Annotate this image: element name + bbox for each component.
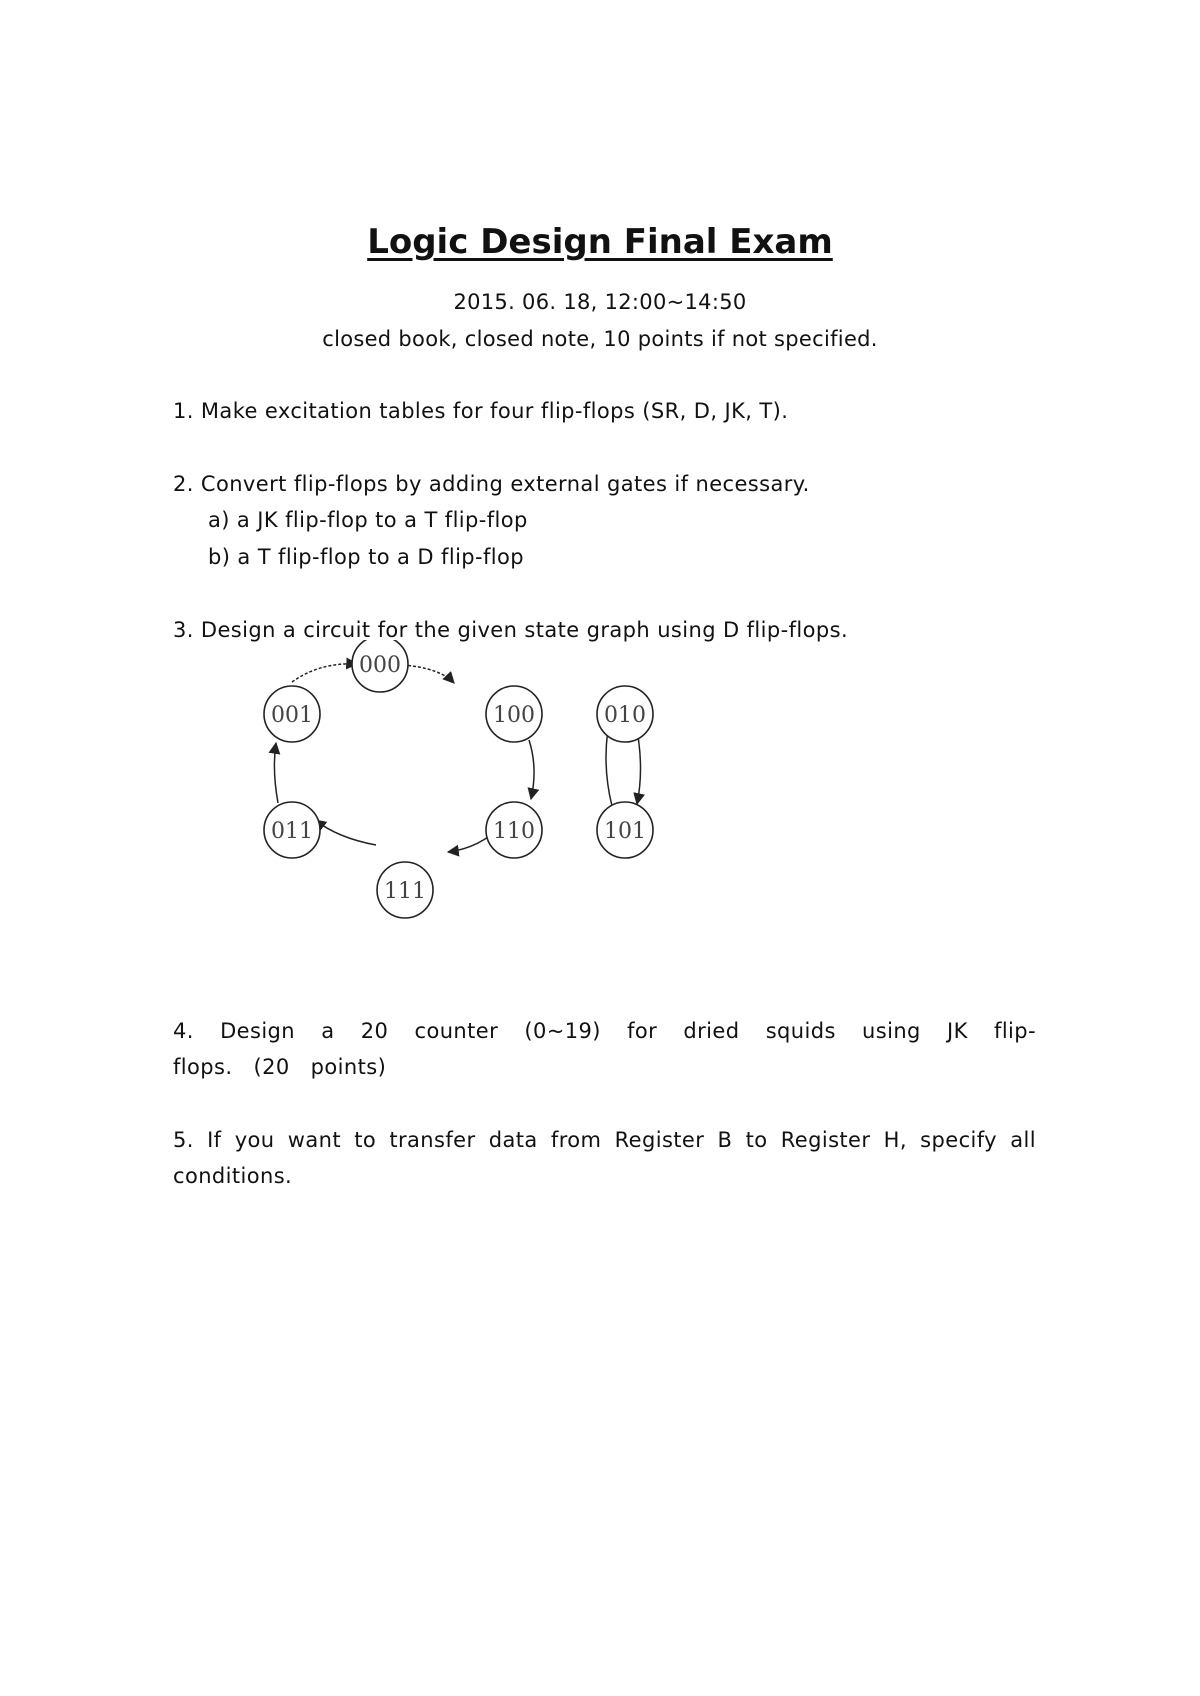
question-2a: a) a JK flip-flop to a T flip-flop xyxy=(208,508,528,532)
question-5: 5. If you want to transfer data from Register B to Register H, specify all conditions. xyxy=(173,1128,1036,1188)
state-node-110 xyxy=(486,802,542,858)
state-node-010 xyxy=(597,686,653,742)
question-4: 4. Design a 20 counter (0~19) for dried squids using JK flip-flops. (20 points) xyxy=(173,1019,1036,1079)
state-graph-diagram xyxy=(240,640,760,980)
state-label: 000 xyxy=(359,653,401,678)
edge-100-110 xyxy=(529,740,534,799)
state-label: 011 xyxy=(271,819,313,844)
state-label: 010 xyxy=(604,703,646,728)
state-label: 100 xyxy=(493,703,535,728)
exam-rules: closed book, closed note, 10 points if not specified. xyxy=(322,327,878,351)
edge-111-011 xyxy=(315,820,376,845)
state-label: 001 xyxy=(271,703,313,728)
state-node-011 xyxy=(264,802,320,858)
state-node-000 xyxy=(352,640,408,692)
question-1: 1. Make excitation tables for four flip-flops (SR, D, JK, T). xyxy=(173,399,789,423)
state-label: 111 xyxy=(384,879,426,904)
exam-title: Logic Design Final Exam xyxy=(367,222,833,262)
question-2b: b) a T flip-flop to a D flip-flop xyxy=(208,545,525,569)
state-node-001 xyxy=(264,686,320,742)
state-node-100 xyxy=(486,686,542,742)
edge-000-100 xyxy=(403,665,454,683)
state-label: 110 xyxy=(493,819,535,844)
state-label: 101 xyxy=(604,819,646,844)
state-node-101 xyxy=(597,802,653,858)
edge-001-000 xyxy=(292,664,357,682)
state-node-111 xyxy=(377,862,433,918)
question-2: 2. Convert flip-flops by adding external gates if necessary. xyxy=(173,472,810,496)
edge-011-001 xyxy=(274,743,278,803)
exam-date-time: 2015. 06. 18, 12:00~14:50 xyxy=(453,290,747,314)
question-3: 3. Design a circuit for the given state graph using D flip-flops. xyxy=(173,618,849,642)
